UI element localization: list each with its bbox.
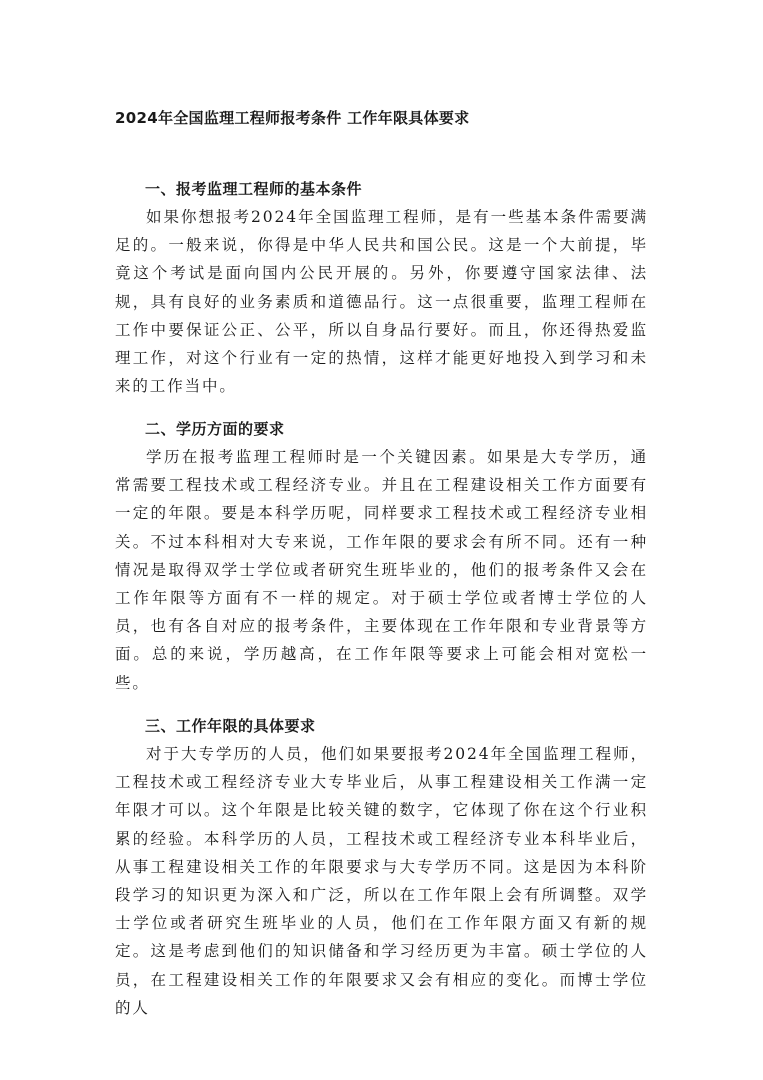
section-work-years-requirements <box>115 712 648 1022</box>
section-heading: 三、工作年限的具体要求 <box>145 717 316 735</box>
section-basic-conditions <box>115 175 648 400</box>
section-education-requirements <box>115 415 648 697</box>
section-heading: 二、学历方面的要求 <box>145 420 285 438</box>
section-paragraph: 对于大专学历的人员，他们如果要报考2024年全国监理工程师，工程技术或工程经济专业大专毕业后，从事工程建设相关工作满一定年限才可以。这个年限是比较关键的数字，它体现了你在这个行业积累的经验。本科学历的人员，工程技术或工程经济专业本科毕业后，从事工程建设相关工作的年限要求与大专学历不同。这是因为本科阶段学习的知识更为深入和广泛，所以在工作年限上会有所调整。双学士学位或者研究生班毕业的人员，他们在工作年限方面又有新的规定。这是考虑到他们的知识储备和学习经历更为丰富。硕士学位的人员，在工程建设相关工作的年限要求又会有相应的变化。而博士学位的人 <box>115 745 648 1017</box>
section-paragraph: 学历在报考监理工程师时是一个关键因素。如果是大专学历，通常需要工程技术或工程经济专业。并且在工程建设相关工作方面要有一定的年限。要是本科学历呢，同样要求工程技术或工程经济专业相关。不过本科相对大专来说，工作年限的要求会有所不同。还有一种情况是取得双学士学位或者研究生班毕业的，他们的报考条件又会在工作年限等方面有不一样的规定。对于硕士学位或者博士学位的人员，也有各自对应的报考条件，主要体现在工作年限和专业背景等方面。总的来说，学历越高，在工作年限等要求上可能会相对宽松一些。 <box>115 448 648 692</box>
document-title: 2024年全国监理工程师报考条件 工作年限具体要求 <box>115 109 470 127</box>
section-heading: 一、报考监理工程师的基本条件 <box>145 180 363 198</box>
section-paragraph: 如果你想报考2024年全国监理工程师，是有一些基本条件需要满足的。一般来说，你得是中华人民共和国公民。这是一个大前提，毕竟这个考试是面向国内公民开展的。另外，你要遵守国家法律、法规，具有良好的业务素质和道德品行。这一点很重要，监理工程师在工作中要保证公正、公平，所以自身品行要好。而且，你还得热爱监理工作，对这个行业有一定的热情，这样才能更好地投入到学习和未来的工作当中。 <box>115 208 648 396</box>
